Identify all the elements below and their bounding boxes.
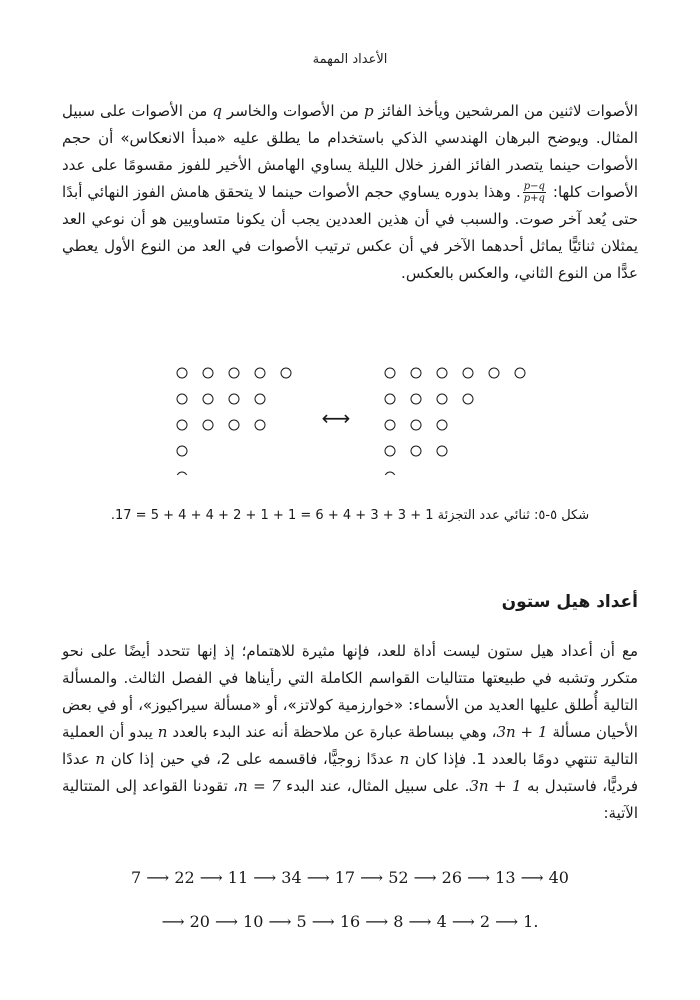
partition-dot	[177, 368, 187, 378]
partition-dot	[281, 368, 291, 378]
partition-dot	[385, 420, 395, 430]
partition-dot	[385, 446, 395, 456]
text-run: مع أن أعداد هيل ستون ليست أداة للعد، فإنها مثيرة للاهتمام؛ إذ إنها تتحدد أيضًا على نحو متكرر وتشبه في طبيعتها متتاليات القواسم الكاملة التي رأيناها في الفصل الثالث. والمسألة التالية أُطلق عليها العديد من الأسماء: «خوارزمية كولاتز»، أو «مسألة سيراكيوز»، أو في بعض الأحيان مسألة	[62, 642, 638, 741]
partition-dot	[255, 420, 265, 430]
partition-dot	[255, 368, 265, 378]
math-var-n: n	[399, 750, 410, 768]
math-expr-n-equals-7: n = 7	[238, 777, 281, 795]
partition-dot	[255, 394, 265, 404]
partition-dot	[463, 394, 473, 404]
partition-dot	[177, 472, 187, 475]
math-var-p: p	[363, 102, 374, 120]
partition-dot	[229, 394, 239, 404]
partition-dot	[411, 446, 421, 456]
text-run: الأصوات لاثنين من المرشحين ويأخذ الفائز	[373, 102, 639, 120]
text-run: من الأصوات على سبيل المثال. ويوضح البرهان الهندسي الذكي باستخدام ما يطلق عليه «مبدأ الانعكاس» أن حجم الأصوات حينما يتصدر الفائز الفرز خلال الليلة يساوي الهامش الأخير للفوز مقسومًا على عدد الأصوات كلها:	[62, 102, 638, 201]
partition-dot	[411, 394, 421, 404]
partition-dot	[437, 446, 447, 456]
fraction-numerator: p−q	[523, 181, 545, 192]
text-run: عددًا زوجيًّا، فاقسمه على 2، في حين إذا كان	[105, 750, 400, 768]
figure-caption: شكل ٥-٥: ثنائي عدد التجزئة 1 + 3 + 3 + 4 + 6 = 1 + 1 + 2 + 4 + 4 + 5 = 17.	[110, 508, 590, 523]
partition-dot	[203, 394, 213, 404]
fraction-denominator: p+q	[523, 193, 545, 204]
math-expr-3n-plus-1: 3n + 1	[496, 723, 548, 741]
partition-dot	[489, 368, 499, 378]
text-run: ، تقودنا القواعد إلى المتتالية الآتية:	[62, 777, 638, 822]
double-arrow-icon: ⟷	[321, 406, 351, 430]
partition-dot	[515, 368, 525, 378]
ferrers-diagrams	[170, 365, 530, 475]
right-ferrers-diagram	[385, 368, 530, 475]
partition-dot	[385, 368, 395, 378]
partition-dot	[411, 368, 421, 378]
partition-dot	[463, 368, 473, 378]
partition-dot	[385, 472, 395, 475]
partition-dot	[437, 394, 447, 404]
text-run: . وهذا بدوره يساوي حجم الأصوات حينما لا يتحقق هامش الفوز النهائي أبدًا حتى يُعد آخر صوت. والسبب في أن هذين العددين يجب أن يكونا متساويين هو أن نوعي العد يمثلان ثنائيًّا يماثل أحدهما الآخر في أن عكس ترتيب الأصوات في العد من النوع الأول يعطي عدًّا من النوع الثاني، والعكس بالعكس.	[62, 183, 638, 282]
math-var-n: n	[95, 750, 106, 768]
partition-dot	[229, 420, 239, 430]
collatz-sequence-line-2: ⟶ 20 ⟶ 10 ⟶ 5 ⟶ 16 ⟶ 8 ⟶ 4 ⟶ 2 ⟶ 1.	[161, 912, 539, 931]
fraction-formula	[523, 181, 546, 204]
section-title: أعداد هيل ستون	[501, 592, 638, 612]
partition-dot	[229, 368, 239, 378]
math-var-q: q	[212, 102, 222, 120]
partition-dot	[203, 420, 213, 430]
partition-dot	[177, 420, 187, 430]
text-run: . على سبيل المثال، عند البدء	[280, 777, 470, 795]
math-var-n: n	[157, 723, 168, 741]
partition-dot	[411, 420, 421, 430]
text-run: عددًا فرديًّا، فاستبدل به	[62, 750, 638, 795]
partition-dot	[437, 368, 447, 378]
paragraph-reflection-principle	[62, 98, 638, 287]
partition-dot	[385, 394, 395, 404]
partition-dot	[437, 420, 447, 430]
partition-dot	[177, 446, 187, 456]
math-expr-3n-plus-1: 3n + 1	[469, 777, 522, 795]
left-ferrers-diagram	[177, 368, 291, 475]
text-run: ، وهي ببساطة عبارة عن ملاحظة أنه عند البدء بالعدد	[167, 723, 497, 741]
collatz-sequence-line-1: 7 ⟶ 22 ⟶ 11 ⟶ 34 ⟶ 17 ⟶ 52 ⟶ 26 ⟶ 13 ⟶ 40	[131, 868, 569, 887]
running-header: الأعداد المهمة	[312, 52, 388, 67]
paragraph-hailstone	[62, 638, 638, 827]
partition-dot	[203, 368, 213, 378]
text-run: يبدو أن العملية التالية تنتهي دومًا بالعدد 1. فإذا كان	[62, 723, 638, 768]
text-run: من الأصوات والخاسر	[221, 102, 364, 120]
partition-dot	[177, 394, 187, 404]
partition-duality-figure	[170, 365, 530, 475]
